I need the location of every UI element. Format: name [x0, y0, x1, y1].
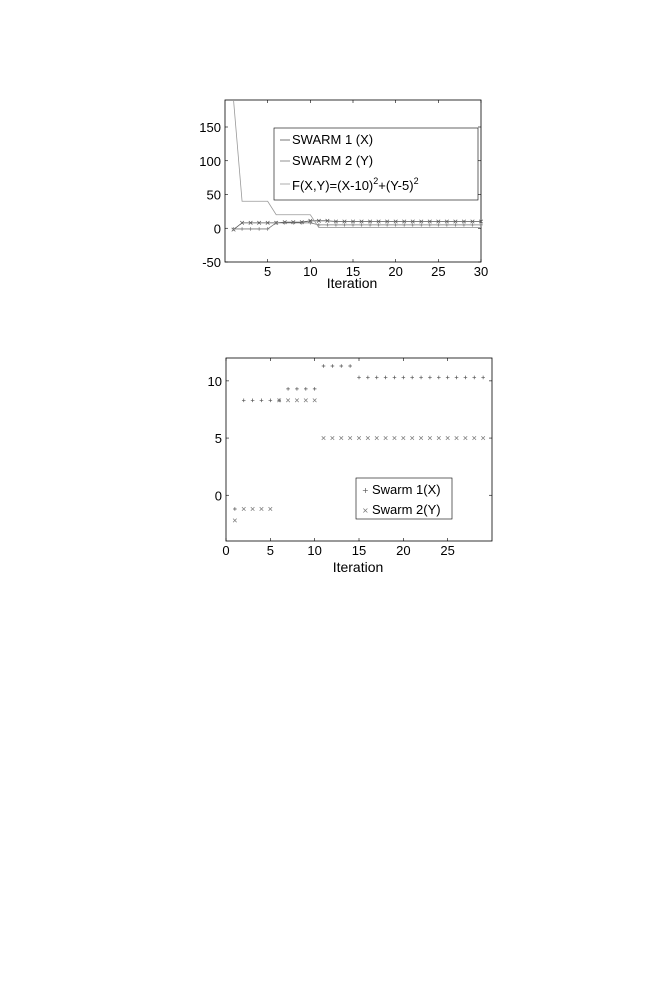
chart2-series-2-point [472, 436, 476, 440]
chart1-series-2-point [368, 223, 372, 227]
chart2-series-1-point [260, 399, 264, 403]
chart1-ytick-label: 100 [199, 153, 221, 169]
chart1-series-line-2 [234, 223, 481, 229]
chart1-series-2-point [334, 223, 338, 227]
chart1-legend-formula-part2: +(Y-5) [378, 178, 414, 193]
chart1-series-2-point [249, 227, 253, 231]
chart2-xtick-label: 0 [222, 543, 230, 558]
chart1-series-2-point [326, 223, 330, 227]
chart2-series-1-point [464, 376, 468, 380]
chart2-legend-marker-2: × [362, 506, 369, 515]
chart2-series-1-point [455, 376, 459, 380]
chart1-xtick-label: 20 [388, 264, 403, 279]
chart2-series-1-point [233, 507, 237, 511]
chart1-series-2-point [309, 221, 313, 225]
chart1-xtick-label: 5 [264, 264, 272, 279]
chart2-series-2-point [233, 519, 237, 523]
chart2-legend [356, 478, 452, 519]
chart2-series-1-point [339, 364, 343, 368]
chart1-xtick-label: 10 [303, 264, 318, 279]
chart2-series-2-point [366, 436, 370, 440]
chart1-series-2-point [411, 223, 415, 227]
chart2-series-2-point [428, 436, 432, 440]
chart2-series-2-point [269, 507, 273, 511]
chart2-series-1-point [322, 364, 326, 368]
chart1-series-2-point [240, 227, 244, 231]
chart2-series-2-point [304, 399, 308, 403]
chart2-series-1-point [437, 376, 441, 380]
chart2-series-2-point [455, 436, 459, 440]
chart1-series-2-point [471, 223, 475, 227]
chart2-series-1-point [375, 376, 379, 380]
chart2-series-1-point [402, 376, 406, 380]
chart1-xlabel: Iteration [326, 275, 378, 291]
chart2-legend-marker-1: + [362, 486, 369, 495]
chart2-series-2-point [419, 436, 423, 440]
chart2-series-2-point [313, 399, 317, 403]
chart1-xtick-label: 30 [473, 264, 489, 279]
chart2-series-2-point [339, 436, 343, 440]
chart2-series-2-point [393, 436, 397, 440]
chart2-series-1-point [393, 376, 397, 380]
chart1-ytick-label: 0 [213, 221, 221, 237]
chart1-series-2-point [291, 221, 295, 225]
chart1-series-2-point [462, 223, 466, 227]
chart1-series-2-point [343, 223, 347, 227]
chart1-ytick-label: 50 [206, 187, 221, 203]
chart2-series-1-point [446, 376, 450, 380]
chart2-ytick-label: 10 [207, 373, 222, 389]
chart2-series-1-point [481, 376, 485, 380]
chart1-series-2-point [428, 223, 432, 227]
chart2-series-2-point [357, 436, 361, 440]
chart2-series-1-point [428, 376, 432, 380]
chart1-series-2-point [445, 223, 449, 227]
chart2-series-1-point [331, 364, 335, 368]
chart1-xtick-label: 25 [431, 264, 446, 279]
chart1-legend-label-2: SWARM 2 (Y) [292, 153, 374, 168]
chart2-xtick-label: 5 [266, 543, 274, 558]
chart1-legend-formula-sup1: 2 [373, 176, 379, 186]
chart2-series-1-point [419, 376, 423, 380]
chart1-ytick-label: 150 [199, 120, 221, 135]
chart2-series-1-point [472, 376, 476, 380]
chart2-xtick-label: 20 [396, 543, 411, 558]
chart1 [199, 100, 488, 291]
chart2-series-2-point [286, 399, 290, 403]
chart2-xlabel: Iteration [332, 559, 384, 575]
chart1-series-2-point [419, 223, 423, 227]
chart2-series-1-point [269, 399, 273, 403]
chart2-series-1-point [384, 376, 388, 380]
chart1-legend-label-3 [292, 176, 419, 193]
chart2-series-2-point [402, 436, 406, 440]
chart2-series-1-point [304, 387, 308, 391]
chart2-series-1-point [357, 376, 361, 380]
chart2-series-1-point [286, 387, 290, 391]
chart1-series-2-point [360, 223, 364, 227]
chart1-series-2-point [351, 223, 355, 227]
chart1-series-2-point [283, 221, 287, 225]
chart2-series-2-point [384, 436, 388, 440]
chart2-series-1-point [410, 376, 414, 380]
chart2-series-2-point [251, 507, 255, 511]
chart1-xtick-label: 15 [345, 264, 361, 279]
chart2-ticks [208, 358, 492, 558]
chart2-series-2-point [437, 436, 441, 440]
chart2-series-2-point [322, 436, 326, 440]
chart2-series-1-point [242, 399, 246, 403]
chart1-series-2-point [454, 223, 458, 227]
chart2-series-2-point [242, 507, 246, 511]
chart2-ytick-label: 5 [214, 431, 222, 447]
chart1-ytick-label: -50 [202, 255, 221, 270]
chart1-series-2-point [232, 227, 236, 231]
chart1-legend-label-1: SWARM 1 (X) [292, 132, 374, 147]
chart2-series-2-point [260, 507, 264, 511]
chart2-ytick-label: 0 [214, 488, 222, 504]
chart1-series-2-point [385, 223, 389, 227]
chart1-series-2-point [402, 223, 406, 227]
chart2-xtick-label: 15 [351, 543, 367, 558]
chart2-series-2-point [331, 436, 335, 440]
chart1-series-2-point [437, 223, 441, 227]
chart2-series-1-point [251, 399, 255, 403]
chart1-legend [274, 128, 478, 200]
chart2-series-2-point [464, 436, 468, 440]
chart2-series-2-point [348, 436, 352, 440]
chart2-series-1-point [313, 387, 317, 391]
chart1-series-2-point [257, 227, 261, 231]
chart2-legend-label-2: Swarm 2(Y) [372, 502, 441, 517]
chart2-series-2-point [446, 436, 450, 440]
chart2-xtick-label: 10 [307, 543, 322, 558]
chart2-series-2-point [481, 436, 485, 440]
chart2-xtick-label: 25 [440, 543, 455, 558]
chart2-legend-label-1: Swarm 1(X) [372, 482, 441, 497]
chart1-series-2-point [394, 223, 398, 227]
chart2-series-2-point [410, 436, 414, 440]
chart1-series-2-point [377, 223, 381, 227]
chart2 [208, 358, 492, 575]
chart1-legend-formula-part1: F(X,Y)=(X-10) [292, 178, 374, 193]
chart1-legend-formula-sup2: 2 [413, 176, 419, 186]
chart2-series-1-point [366, 376, 370, 380]
chart2-series-1-point [295, 387, 299, 391]
chart2-series-2-point [295, 399, 299, 403]
chart2-series-2-point [375, 436, 379, 440]
chart1-series-2-point [479, 223, 483, 227]
chart2-series-1-point [348, 364, 352, 368]
